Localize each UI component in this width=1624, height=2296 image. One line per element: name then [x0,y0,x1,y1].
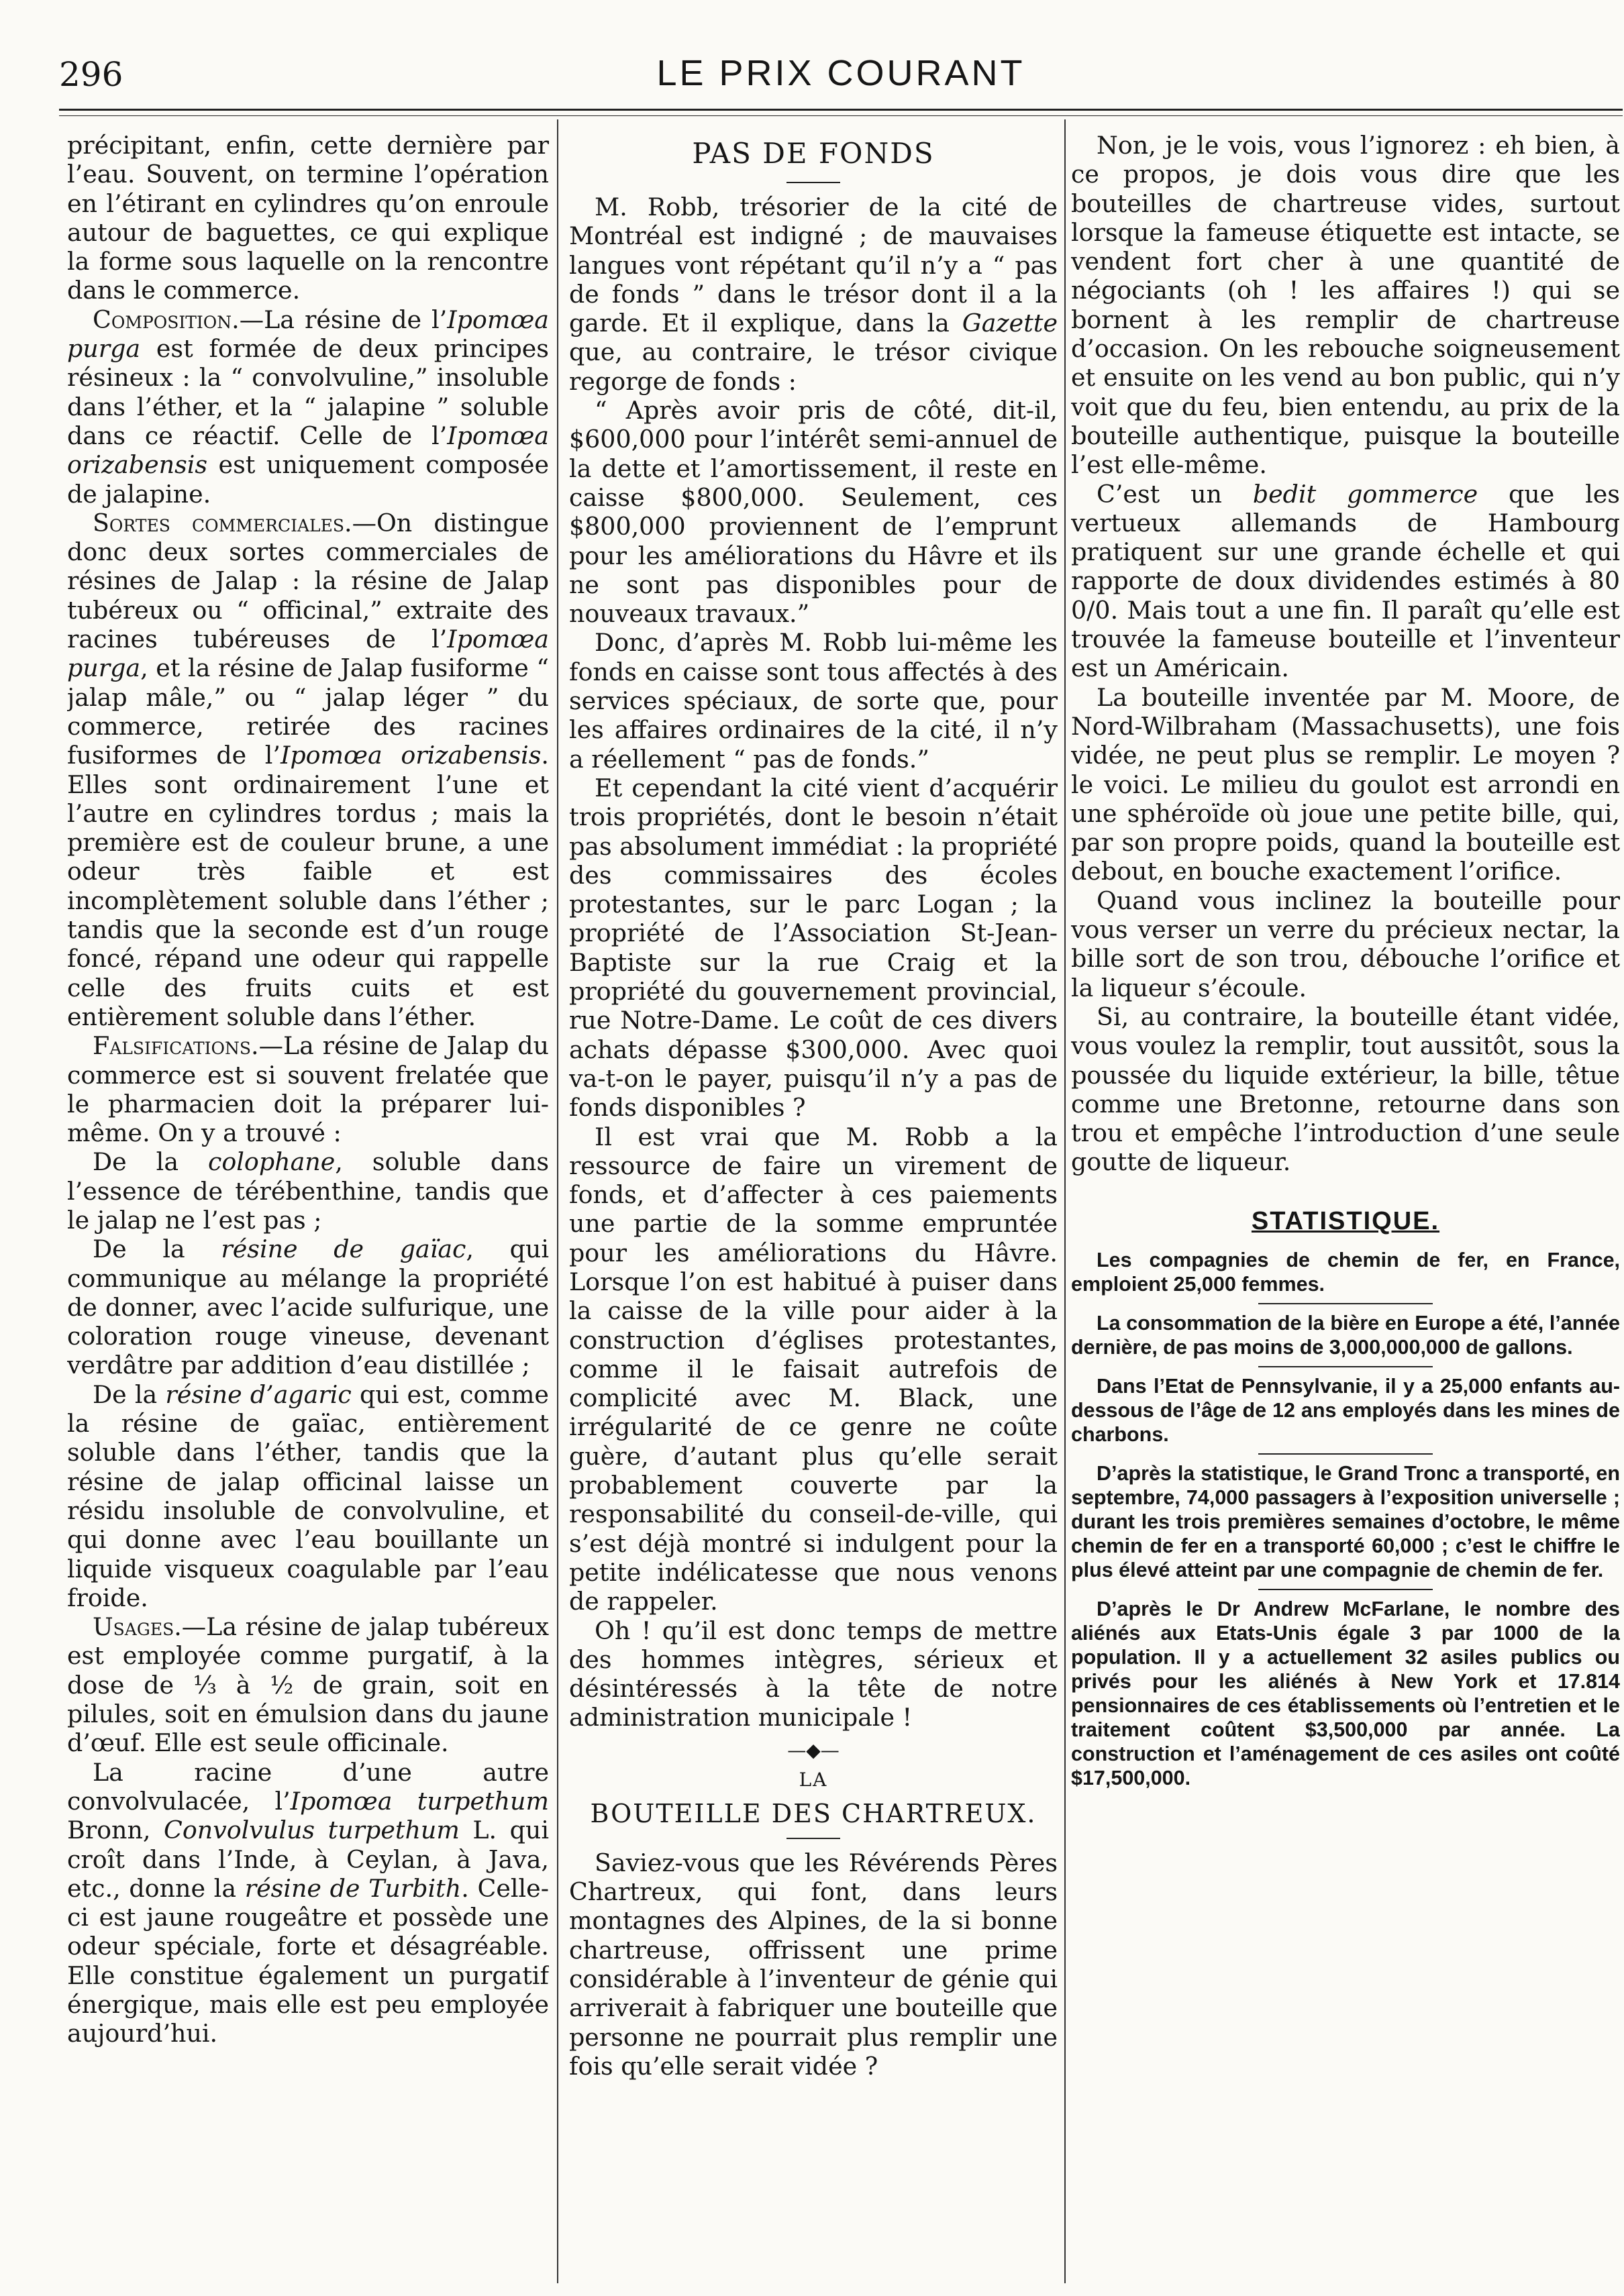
paragraph: C’est un bedit gommerce que les vertueux allemands de Hambourg pratiquent sur une grande échelle et qui rapporte de doux dividendes estimés à 80 0/0. Mais tout a une fin. Il paraît qu’elle est trouvée la fameuse bouteille et l’inventeur est un Américain. [1071,479,1620,683]
paragraph-composition: Composition.—La résine de l’Ipomœa purga est formée de deux principes résineux : la “ convolvuline,” insoluble dans l’éther, et la “ jalapine ” soluble dans ce réactif. Celle de l’Ipomœa orizabensis est uniquement composée de jalapine. [67,305,549,509]
page-number: 296 [59,55,123,94]
statistic-item: La consommation de la bière en Europe a été, l’année dernière, de pas moins de 3,000,000,000 de gallons. [1071,1311,1620,1359]
paragraph-usages: Usages.—La résine de jalap tubéreux est employée comme purgatif, à la dose de ⅓ à ½ de grain, soit en pilules, soit en émulsion dans du jaune d’œuf. Elle est seule officinale. [67,1612,549,1758]
paragraph: Non, je le vois, vous l’ignorez : eh bien, à ce propos, je dois vous dire que les bouteilles de chartreuse vides, surtout lorsque la fameuse étiquette est intacte, se vendent fort cher à une quantité de négociants (oh ! les affaires !) qui se bornent à les remplir de chartreuse d’occasion. On les rebouche soigneusement et ensuite on les vend au bon public, qui n’y voit que du feu, bien entendu, au prix de la bouteille authentique, puisque la bouteille l’est elle-même. [1071,131,1620,480]
paragraph: La bouteille inventée par M. Moore, de Nord-Wilbraham (Massachusetts), une fois vidée, ne peut plus se remplir. Le moyen ? le voici. Le milieu du goulot est arrondi en une sphéroïde où joue une petite bille, qui, par son propre poids, quand la bouteille est debout, en bouche exactement l’orifice. [1071,682,1620,886]
paragraph: Si, au contraire, la bouteille étant vidée, vous voulez la remplir, tout aussitôt, sous la poussée du liquide extérieur, la bille, têtue comme une Bretonne, retourne dans son trou et empêche l’introduction d’une seule goutte de liqueur. [1071,1002,1620,1177]
running-title: LE PRIX COURANT [656,53,1025,93]
paragraph-falsifications: Falsifications.—La résine de Jalap du commerce est si souvent frelatée que le pharmacien doit la préparer lui-même. On y a trouvé : [67,1031,549,1148]
statistic-item: Dans l’Etat de Pennsylvanie, il y a 25,000 enfants au-dessous de l’âge de 12 ans employés dans les mines de charbons. [1071,1374,1620,1446]
header-rule-top [59,109,1623,111]
paragraph: De la colophane, soluble dans l’essence de térébenthine, tandis que le jalap ne l’est pas ; [67,1147,549,1235]
paragraph: Quand vous inclinez la bouteille pour vous verser un verre du précieux nectar, la bille sort de son trou, débouche l’orifice et la liqueur s’écoule. [1071,886,1620,1002]
paragraph: La racine d’une autre convolvulacée, l’Ipomœa turpethum Bronn, Convolvulus turpethum L. qui croît dans l’Inde, à Ceylan, à Java, etc., donne la résine de Turbith. Celle-ci est jaune rougeâtre et possède une odeur spéciale, forte et désagréable. Elle constitue également un purgatif énergique, mais elle est peu employée aujourd’hui. [67,1757,549,2048]
statistic-item: D’après le Dr Andrew McFarlane, le nombre des aliénés aux Etats-Unis égale 3 par 1000 de la population. Il y a actuellement 32 asiles publics ou privés pour les aliénés à New York et 17.814 pensionnaires de ces établissements où l’entretien et le traitement coûtent $3,500,000 par année. La construction et l’aménagement de ces asiles ont coûté $17,500,000. [1071,1597,1620,1789]
paragraph: précipitant, enfin, cette dernière par l’eau. Souvent, on termine l’opération en l’étirant en cylindres qu’on enroule autour de baguettes, ce qui explique la forme sous laquelle on la rencontre dans le commerce. [67,131,549,305]
spacer [1071,1177,1620,1204]
ornament-divider: —◆— [787,1738,840,1761]
section-label: Composition. [93,305,240,334]
paragraph: Donc, d’après M. Robb lui-même les fonds en caisse sont tous affectés à des services spéciaux, de sorte que, pour les affaires ordinaires de la cité, il n’y a réellement “ pas de fonds.” [569,628,1058,774]
separator-rule [1258,1453,1433,1455]
section-label: Usages. [93,1612,182,1642]
heading-rule [786,1838,840,1839]
column-divider-1 [557,119,558,2283]
section-label: Falsifications. [93,1031,259,1061]
paragraph: Et cependant la cité vient d’acquérir trois propriétés, dont le besoin n’était pas absolument immédiat : la propriété des commissaires des écoles protestantes, sur le parc Logan ; la propriété de l’Association St-Jean-Baptiste sur la rue Craig et la propriété du gouvernement provincial, rue Notre-Dame. Le coût de ces divers achats dépasse $300,000. Avec quoi va-t-on le payer, puisqu’il n’y a pas de fonds disponibles ? [569,773,1058,1123]
paragraph: M. Robb, trésorier de la cité de Montréal est indigné ; de mauvaises langues vont répétant qu’il n’y a “ pas de fonds ” dans le trésor dont il a la garde. Et il explique, dans la Gazette que, au contraire, le trésor civique regorge de fonds : [569,193,1058,396]
paragraph: Oh ! qu’il est donc temps de mettre des hommes intègres, sérieux et désintéressés à la tête de notre administration municipale ! [569,1616,1058,1732]
paragraph-sortes: Sortes commerciales.—On distingue donc deux sortes commerciales de résines de Jalap : la résine de Jalap tubéreux ou “ officinal,” extraite des racines tubéreuses de l’Ipomœa purga, et la résine de Jalap fusiforme “ jalap mâle,” ou “ jalap léger ” du commerce, retirée des racines fusiformes de l’Ipomœa orizabensis. Elles sont ordinairement l’une et l’autre en cylindres tordus ; mais la première est de couleur brune, a une odeur très faible et est incomplètement soluble dans l’éther ; tandis que la seconde est d’un rouge foncé, répand une odeur qui rappelle celle des fruits cuits et est entièrement soluble dans l’éther. [67,508,549,1031]
header-rule-bottom [59,115,1623,116]
statistic-item: Les compagnies de chemin de fer, en France, emploient 25,000 femmes. [1071,1248,1620,1296]
heading-rule [786,182,840,183]
separator-rule [1258,1589,1433,1590]
paragraph: Il est vrai que M. Robb a la ressource de faire un virement de fonds, et d’affecter à ces paiements une partie de la somme empruntée pour les améliorations du Hâvre. Lorsque l’on est habitué à puiser dans la caisse de la ville pour aider à la construction d’églises protestantes, comme il le faisait autrefois de complicité avec M. Black, une irrégularité de ce genre ne coûte guère, d’autant plus qu’elle serait probablement couverte par la responsabilité du conseil-de-ville, qui s’est déjà montré si indulgent pour la petite indélicatesse que nous venons de rappeler. [569,1122,1058,1616]
article-heading: BOUTEILLE DES CHARTREUX. [590,1798,1037,1828]
statistic-item: D’après la statistique, le Grand Tronc a transporté, en septembre, 74,000 passagers à l’exposition universelle ; durant les trois premières semaines d’octobre, le même chemin de fer en a transporté 60,000 ; c’est le chiffre le plus élevé atteint par une compagnie de chemin de fer. [1071,1461,1620,1581]
separator-rule [1258,1366,1433,1367]
spacer [1071,1239,1620,1248]
article-heading: PAS DE FONDS [692,137,935,170]
column-jalap [67,131,549,2278]
column-bouteille-statistique [1071,131,1620,2278]
section-label: Sortes commerciales. [93,508,352,537]
column-pas-de-fonds [569,131,1058,2278]
article-kicker: LA [799,1768,828,1791]
section-heading: STATISTIQUE. [1251,1206,1440,1235]
paragraph: Saviez-vous que les Révérends Pères Chartreux, qui font, dans leurs montagnes des Alpines, de la si bonne chartreuse, offrissent une prime considérable à l’inventeur de génie qui arriverait à fabriquer une bouteille que personne ne pourrait plus remplir une fois qu’elle serait vidée ? [569,1848,1058,2081]
page-header [59,42,1623,105]
paragraph: De la résine de gaïac, qui communique au mélange la propriété de donner, avec l’acide sulfurique, une coloration rouge vineuse, devenant verdâtre par addition d’eau distillée ; [67,1235,549,1380]
paragraph: De la résine d’agaric qui est, comme la résine de gaïac, entièrement soluble dans l’éther, tandis que la résine de jalap officinal laisse un résidu insoluble de convolvuline, et qui donne avec l’eau bouillante un liquide visqueux coagulable par l’eau froide. [67,1379,549,1612]
paragraph: “ Après avoir pris de côté, dit-il, $600,000 pour l’intérêt semi-annuel de la dette et l’amortissement, il reste en caisse $800,000. Seulement, ces $800,000 proviennent de l’emprunt pour les améliorations du Hâvre et ils ne sont pas disponibles pour de nouveaux travaux.” [569,396,1058,629]
column-divider-2 [1064,119,1066,2283]
separator-rule [1258,1303,1433,1304]
